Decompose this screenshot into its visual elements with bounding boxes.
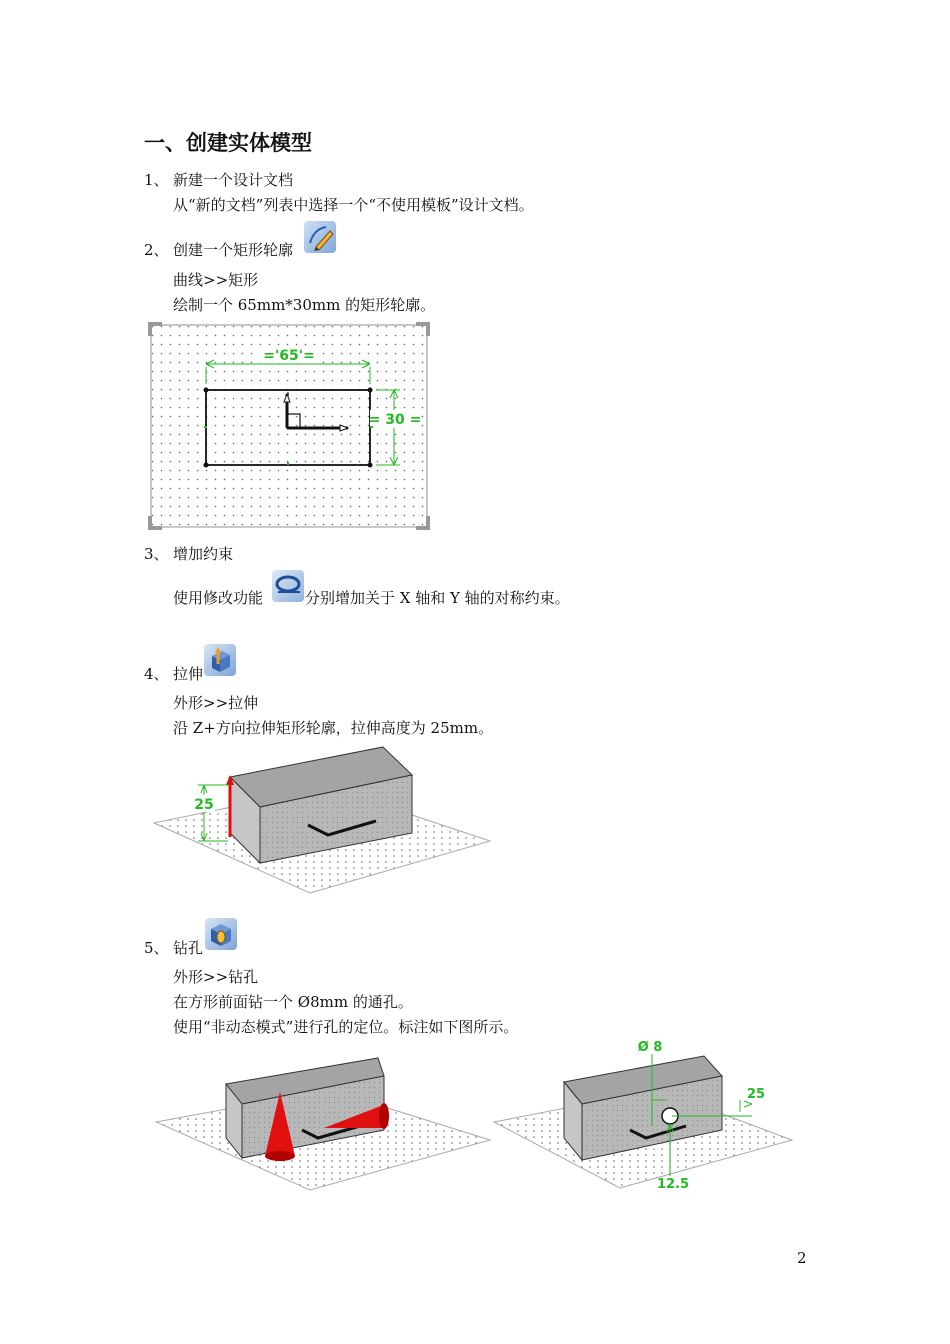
step-5-number: 5、 <box>144 939 169 957</box>
step-2-number: 2、 <box>144 241 169 259</box>
page-title: 一、创建实体模型 <box>144 131 312 155</box>
drill-cone-figure <box>152 1050 492 1200</box>
step-4-number: 4、 <box>144 665 169 683</box>
hole-x-dimension: 25 <box>746 1087 766 1102</box>
step-2-title: 创建一个矩形轮廓 <box>173 241 294 259</box>
hole-z-dimension: 12.5 <box>656 1177 690 1192</box>
step-4-line-1: 外形>>拉伸 <box>173 694 259 712</box>
step-2-line-1: 曲线>>矩形 <box>173 271 259 289</box>
step-3-line-suffix: 分别增加关于 X 轴和 Y 轴的对称约束。 <box>305 589 570 607</box>
extrude-height-dimension: 25 <box>194 797 214 813</box>
drill-dimension-figure <box>490 1038 798 1198</box>
rectangle-sketch-figure <box>148 322 430 530</box>
hole-diameter-dimension: Ø 8 <box>637 1040 663 1055</box>
extrude-figure <box>150 745 495 905</box>
step-5-line-2: 在方形前面钻一个 Ø8mm 的通孔。 <box>173 993 413 1011</box>
step-3-number: 3、 <box>144 545 169 563</box>
rect-width-dimension: ='65'= <box>263 348 315 364</box>
drill-hole-icon <box>205 918 237 950</box>
step-3-title: 增加约束 <box>173 545 234 563</box>
sketch-pencil-icon <box>304 221 336 253</box>
step-1-line: 从“新的文档”列表中选择一个“不使用模板”设计文档。 <box>173 196 534 214</box>
step-4-line-2: 沿 Z+方向拉伸矩形轮廓，拉伸高度为 25mm。 <box>173 719 494 737</box>
step-4-title: 拉伸 <box>173 665 204 683</box>
step-5-line-1: 外形>>钻孔 <box>173 968 259 986</box>
modify-constraint-icon <box>272 570 304 602</box>
step-3-line-prefix: 使用修改功能 <box>173 589 264 607</box>
step-2-line-2: 绘制一个 65mm*30mm 的矩形轮廓。 <box>173 296 436 314</box>
rect-height-dimension: = 30 = <box>368 412 422 428</box>
step-1-title: 新建一个设计文档 <box>173 171 294 189</box>
extrude-icon <box>204 644 236 676</box>
step-5-title: 钻孔 <box>173 939 204 957</box>
page-number: 2 <box>797 1249 807 1267</box>
step-5-line-3: 使用“非动态模式”进行孔的定位。标注如下图所示。 <box>173 1018 519 1036</box>
step-1-number: 1、 <box>144 171 169 189</box>
